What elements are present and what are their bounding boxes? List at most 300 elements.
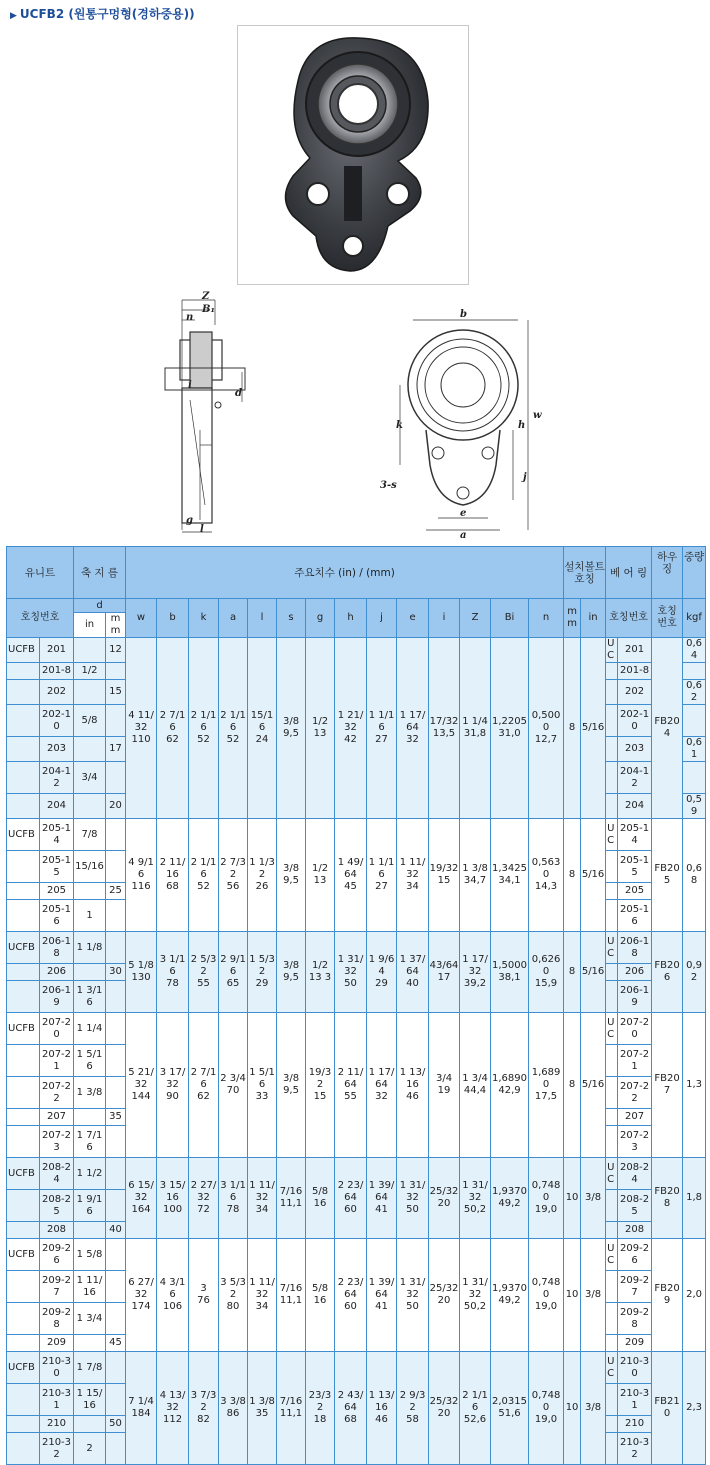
unit-number: 207-21 bbox=[40, 1045, 74, 1077]
shaft-mm bbox=[106, 932, 126, 964]
dim-k: 2 27/32 72 bbox=[189, 1158, 219, 1239]
header-bolt-in: in bbox=[581, 599, 606, 638]
dim-l: 1 3/8 35 bbox=[248, 1352, 277, 1465]
dim-l: 1 1/32 26 bbox=[248, 819, 277, 932]
bearing-prefix bbox=[606, 964, 618, 981]
dim-k: 2 5/32 55 bbox=[189, 932, 219, 1013]
product-photo bbox=[237, 25, 469, 285]
dim-s: 3/8 9,5 bbox=[277, 819, 306, 932]
unit-prefix bbox=[7, 1303, 40, 1335]
unit-number: 205-15 bbox=[40, 851, 74, 883]
unit-number: 205-14 bbox=[40, 819, 74, 851]
dim-j: 1 13/16 46 bbox=[367, 1352, 397, 1465]
bearing-number: 207-21 bbox=[618, 1045, 652, 1077]
spec-table bbox=[6, 546, 706, 1465]
dim-j: 1 9/64 29 bbox=[367, 932, 397, 1013]
front-label-b: b bbox=[460, 309, 467, 320]
dim-j: 1 17/64 32 bbox=[367, 1013, 397, 1158]
bearing-photo-image bbox=[238, 26, 468, 284]
bearing-number: 209 bbox=[618, 1335, 652, 1352]
dim-bi: 1,6890 42,9 bbox=[491, 1013, 529, 1158]
table-row bbox=[7, 1352, 706, 1384]
dim-l: 1 5/32 29 bbox=[248, 932, 277, 1013]
bearing-number: 204-12 bbox=[618, 762, 652, 794]
dim-bi: 1,2205 31,0 bbox=[491, 638, 529, 819]
unit-prefix bbox=[7, 737, 40, 762]
dim-l: 15/16 24 bbox=[248, 638, 277, 819]
dim-e: 1 31/32 50 bbox=[397, 1158, 429, 1239]
shaft-mm bbox=[106, 705, 126, 737]
side-label-n: n bbox=[186, 312, 194, 323]
side-label-z: Z bbox=[202, 291, 210, 302]
bearing-number: 208-24 bbox=[618, 1158, 652, 1190]
bearing-prefix bbox=[606, 1303, 618, 1335]
dim-b: 3 17/32 90 bbox=[157, 1013, 189, 1158]
unit-number: 208-25 bbox=[40, 1190, 74, 1222]
dim-i: 25/32 20 bbox=[429, 1239, 460, 1352]
triangle-bullet-icon: ▶ bbox=[10, 11, 17, 21]
housing-number: FB206 bbox=[652, 932, 683, 1013]
dim-a: 2 7/32 56 bbox=[219, 819, 248, 932]
bearing-prefix bbox=[606, 1109, 618, 1126]
header-weight: 중량 bbox=[683, 547, 706, 599]
header-l: l bbox=[248, 599, 277, 638]
front-label-s: 3-s bbox=[380, 480, 397, 491]
dim-j: 1 39/64 41 bbox=[367, 1239, 397, 1352]
dim-g: 5/8 16 bbox=[306, 1239, 335, 1352]
shaft-in bbox=[74, 964, 106, 981]
header-h: h bbox=[335, 599, 367, 638]
dim-h: 1 49/64 45 bbox=[335, 819, 367, 932]
unit-number: 210-31 bbox=[40, 1384, 74, 1416]
dim-bolt-in: 5/16 bbox=[581, 819, 606, 932]
header-bolt-mm: mm bbox=[564, 599, 581, 638]
dim-w: 5 1/8 130 bbox=[126, 932, 157, 1013]
bearing-number: 207-20 bbox=[618, 1013, 652, 1045]
shaft-mm bbox=[106, 1433, 126, 1465]
header-housing: 하우징 bbox=[652, 547, 683, 599]
shaft-mm: 17 bbox=[106, 737, 126, 762]
shaft-mm bbox=[106, 1271, 126, 1303]
bearing-prefix: UC bbox=[606, 1013, 618, 1045]
bearing-prefix bbox=[606, 1045, 618, 1077]
bearing-number: 210-31 bbox=[618, 1384, 652, 1416]
weight-value: 0,61 bbox=[683, 737, 706, 762]
unit-prefix: UCFB bbox=[7, 819, 40, 851]
shaft-mm bbox=[106, 1126, 126, 1158]
shaft-in bbox=[74, 1416, 106, 1433]
bearing-prefix bbox=[606, 1271, 618, 1303]
dim-g: 19/32 15 bbox=[306, 1013, 335, 1158]
dim-z: 1 31/32 50,2 bbox=[460, 1239, 491, 1352]
bearing-prefix bbox=[606, 900, 618, 932]
dim-s: 3/8 9,5 bbox=[277, 1013, 306, 1158]
bearing-number: 208-25 bbox=[618, 1190, 652, 1222]
dim-g: 1/2 13 bbox=[306, 638, 335, 819]
shaft-mm bbox=[106, 819, 126, 851]
dim-w: 6 27/32 174 bbox=[126, 1239, 157, 1352]
shaft-in bbox=[74, 1222, 106, 1239]
header-shaft: 축 지 름 bbox=[74, 547, 126, 599]
shaft-mm: 35 bbox=[106, 1109, 126, 1126]
bearing-number: 210-32 bbox=[618, 1433, 652, 1465]
shaft-in bbox=[74, 1109, 106, 1126]
bearing-number: 206-19 bbox=[618, 981, 652, 1013]
unit-prefix bbox=[7, 851, 40, 883]
unit-number: 202-10 bbox=[40, 705, 74, 737]
bearing-number: 205 bbox=[618, 883, 652, 900]
dim-s: 7/16 11,1 bbox=[277, 1239, 306, 1352]
dim-g: 5/8 16 bbox=[306, 1158, 335, 1239]
bearing-prefix bbox=[606, 680, 618, 705]
front-label-e: e bbox=[460, 508, 467, 519]
dim-bi: 1,9370 49,2 bbox=[491, 1158, 529, 1239]
dim-n: 0,6260 15,9 bbox=[529, 932, 564, 1013]
header-unit-no: 호칭번호 bbox=[7, 599, 74, 638]
bearing-prefix bbox=[606, 1416, 618, 1433]
shaft-in: 1 1/4 bbox=[74, 1013, 106, 1045]
dim-h: 1 31/32 50 bbox=[335, 932, 367, 1013]
dim-bi: 1,5000 38,1 bbox=[491, 932, 529, 1013]
bearing-prefix bbox=[606, 1222, 618, 1239]
unit-prefix bbox=[7, 663, 40, 680]
bearing-prefix bbox=[606, 1433, 618, 1465]
dim-bolt-mm: 8 bbox=[564, 1013, 581, 1158]
shaft-mm bbox=[106, 762, 126, 794]
dim-bolt-mm: 8 bbox=[564, 932, 581, 1013]
header-bi: Bi bbox=[491, 599, 529, 638]
header-mm: mm bbox=[106, 613, 126, 638]
front-label-k: k bbox=[396, 420, 403, 431]
table-row bbox=[7, 1013, 706, 1045]
bearing-number: 205-16 bbox=[618, 900, 652, 932]
header-e: e bbox=[397, 599, 429, 638]
unit-prefix bbox=[7, 1077, 40, 1109]
dim-n: 0,7480 19,0 bbox=[529, 1352, 564, 1465]
dim-h: 1 21/32 42 bbox=[335, 638, 367, 819]
unit-number: 202 bbox=[40, 680, 74, 705]
header-k: k bbox=[189, 599, 219, 638]
shaft-in bbox=[74, 883, 106, 900]
weight-value: 0,68 bbox=[683, 819, 706, 932]
bearing-prefix: UC bbox=[606, 1352, 618, 1384]
table-row bbox=[7, 1239, 706, 1271]
table-row bbox=[7, 638, 706, 663]
unit-number: 207-23 bbox=[40, 1126, 74, 1158]
shaft-mm bbox=[106, 1239, 126, 1271]
dim-i: 3/4 19 bbox=[429, 1013, 460, 1158]
bearing-prefix bbox=[606, 851, 618, 883]
dim-s: 7/16 11,1 bbox=[277, 1158, 306, 1239]
unit-number: 206-18 bbox=[40, 932, 74, 964]
unit-prefix bbox=[7, 981, 40, 1013]
shaft-mm bbox=[106, 1045, 126, 1077]
bearing-prefix: UC bbox=[606, 638, 618, 663]
header-bolt: 설치볼트 호칭 bbox=[564, 547, 606, 599]
bearing-prefix: UC bbox=[606, 819, 618, 851]
unit-prefix bbox=[7, 1416, 40, 1433]
table-row bbox=[7, 932, 706, 964]
bearing-prefix bbox=[606, 1077, 618, 1109]
header-unit: 유니트 bbox=[7, 547, 74, 599]
unit-prefix bbox=[7, 1045, 40, 1077]
unit-number: 210-32 bbox=[40, 1433, 74, 1465]
shaft-in bbox=[74, 1335, 106, 1352]
dim-bolt-in: 5/16 bbox=[581, 638, 606, 819]
unit-number: 204-12 bbox=[40, 762, 74, 794]
page-title: ▶ UCFB2 (원통구멍형(경하중용)) bbox=[10, 7, 195, 21]
unit-number: 209 bbox=[40, 1335, 74, 1352]
dim-s: 7/16 11,1 bbox=[277, 1352, 306, 1465]
shaft-mm: 12 bbox=[106, 638, 126, 663]
shaft-in: 2 bbox=[74, 1433, 106, 1465]
dim-g: 1/2 13 3 bbox=[306, 932, 335, 1013]
unit-prefix bbox=[7, 680, 40, 705]
weight-value: 1,3 bbox=[683, 1013, 706, 1158]
dim-i: 17/32 13,5 bbox=[429, 638, 460, 819]
bearing-number: 210 bbox=[618, 1416, 652, 1433]
unit-prefix bbox=[7, 1433, 40, 1465]
unit-number: 210 bbox=[40, 1416, 74, 1433]
housing-number: FB209 bbox=[652, 1239, 683, 1352]
bearing-number: 207-23 bbox=[618, 1126, 652, 1158]
dim-e: 1 17/64 32 bbox=[397, 638, 429, 819]
housing-number: FB205 bbox=[652, 819, 683, 932]
unit-prefix: UCFB bbox=[7, 1013, 40, 1045]
unit-prefix bbox=[7, 1335, 40, 1352]
dim-a: 2 3/4 70 bbox=[219, 1013, 248, 1158]
dim-h: 2 43/64 68 bbox=[335, 1352, 367, 1465]
header-j: j bbox=[367, 599, 397, 638]
shaft-mm bbox=[106, 1158, 126, 1190]
dim-i: 43/64 17 bbox=[429, 932, 460, 1013]
shaft-mm bbox=[106, 1384, 126, 1416]
dim-n: 0,5630 14,3 bbox=[529, 819, 564, 932]
unit-prefix bbox=[7, 1190, 40, 1222]
bearing-number: 205-15 bbox=[618, 851, 652, 883]
bearing-prefix bbox=[606, 1384, 618, 1416]
dim-k: 3 7/32 82 bbox=[189, 1352, 219, 1465]
shaft-in: 3/4 bbox=[74, 762, 106, 794]
dim-w: 4 11/32 110 bbox=[126, 638, 157, 819]
dim-z: 1 3/8 34,7 bbox=[460, 819, 491, 932]
dim-w: 5 21/32 144 bbox=[126, 1013, 157, 1158]
dim-k: 2 7/16 62 bbox=[189, 1013, 219, 1158]
dim-b: 3 1/16 78 bbox=[157, 932, 189, 1013]
weight-value: 2,0 bbox=[683, 1239, 706, 1352]
unit-number: 209-28 bbox=[40, 1303, 74, 1335]
shaft-mm: 50 bbox=[106, 1416, 126, 1433]
shaft-in: 1 7/16 bbox=[74, 1126, 106, 1158]
bearing-number: 202 bbox=[618, 680, 652, 705]
shaft-mm: 20 bbox=[106, 794, 126, 819]
dim-b: 4 3/16 106 bbox=[157, 1239, 189, 1352]
unit-prefix bbox=[7, 900, 40, 932]
weight-value: 0,64 bbox=[683, 638, 706, 663]
unit-number: 205 bbox=[40, 883, 74, 900]
dim-b: 2 7/16 62 bbox=[157, 638, 189, 819]
header-bearing-no: 호칭번호 bbox=[606, 599, 652, 638]
dim-bolt-in: 5/16 bbox=[581, 1013, 606, 1158]
dim-b: 2 11/16 68 bbox=[157, 819, 189, 932]
dim-z: 1 1/4 31,8 bbox=[460, 638, 491, 819]
dim-a: 3 5/32 80 bbox=[219, 1239, 248, 1352]
weight-value: 0,92 bbox=[683, 932, 706, 1013]
shaft-mm: 25 bbox=[106, 883, 126, 900]
unit-prefix bbox=[7, 883, 40, 900]
header-w: w bbox=[126, 599, 157, 638]
unit-number: 201-8 bbox=[40, 663, 74, 680]
bearing-prefix bbox=[606, 762, 618, 794]
dim-e: 1 11/32 34 bbox=[397, 819, 429, 932]
bearing-prefix bbox=[606, 705, 618, 737]
dim-g: 1/2 13 bbox=[306, 819, 335, 932]
unit-number: 207 bbox=[40, 1109, 74, 1126]
dim-e: 1 13/16 46 bbox=[397, 1013, 429, 1158]
header-b: b bbox=[157, 599, 189, 638]
dim-bi: 1,9370 49,2 bbox=[491, 1239, 529, 1352]
dim-n: 0,7480 19,0 bbox=[529, 1239, 564, 1352]
shaft-in: 1 11/16 bbox=[74, 1271, 106, 1303]
dim-bolt-in: 5/16 bbox=[581, 932, 606, 1013]
bearing-number: 210-30 bbox=[618, 1352, 652, 1384]
bearing-number: 205-14 bbox=[618, 819, 652, 851]
bearing-number: 206 bbox=[618, 964, 652, 981]
bearing-number: 209-26 bbox=[618, 1239, 652, 1271]
dim-i: 25/32 20 bbox=[429, 1352, 460, 1465]
bearing-prefix: UC bbox=[606, 932, 618, 964]
bearing-prefix bbox=[606, 737, 618, 762]
weight-value bbox=[683, 663, 706, 680]
dim-k: 2 1/16 52 bbox=[189, 819, 219, 932]
front-label-h: h bbox=[518, 420, 526, 431]
dim-e: 1 31/32 50 bbox=[397, 1239, 429, 1352]
dim-n: 0,7480 19,0 bbox=[529, 1158, 564, 1239]
shaft-mm: 30 bbox=[106, 964, 126, 981]
dim-s: 3/8 9,5 bbox=[277, 638, 306, 819]
shaft-in bbox=[74, 638, 106, 663]
dim-bolt-mm: 10 bbox=[564, 1158, 581, 1239]
front-label-w: w bbox=[533, 410, 542, 421]
dim-z: 1 17/32 39,2 bbox=[460, 932, 491, 1013]
dim-b: 4 13/32 112 bbox=[157, 1352, 189, 1465]
dim-bolt-in: 3/8 bbox=[581, 1158, 606, 1239]
shaft-in: 1 3/4 bbox=[74, 1303, 106, 1335]
bearing-prefix bbox=[606, 663, 618, 680]
shaft-in: 1 5/8 bbox=[74, 1239, 106, 1271]
dim-z: 1 31/32 50,2 bbox=[460, 1158, 491, 1239]
unit-number: 206-19 bbox=[40, 981, 74, 1013]
dim-w: 7 1/4 184 bbox=[126, 1352, 157, 1465]
table-row bbox=[7, 1158, 706, 1190]
header-kgf: kgf bbox=[683, 599, 706, 638]
dim-bi: 1,3425 34,1 bbox=[491, 819, 529, 932]
bearing-number: 206-18 bbox=[618, 932, 652, 964]
shaft-mm bbox=[106, 1352, 126, 1384]
header-housing-no: 호칭 번호 bbox=[652, 599, 683, 638]
shaft-mm bbox=[106, 900, 126, 932]
unit-prefix bbox=[7, 1384, 40, 1416]
housing-number: FB207 bbox=[652, 1013, 683, 1158]
unit-number: 203 bbox=[40, 737, 74, 762]
unit-prefix bbox=[7, 1271, 40, 1303]
unit-prefix bbox=[7, 1222, 40, 1239]
side-view-drawing bbox=[160, 290, 280, 540]
shaft-mm: 45 bbox=[106, 1335, 126, 1352]
header-in: in bbox=[74, 613, 106, 638]
bearing-prefix bbox=[606, 794, 618, 819]
bearing-number: 209-27 bbox=[618, 1271, 652, 1303]
dim-h: 2 23/64 60 bbox=[335, 1239, 367, 1352]
dim-e: 2 9/32 58 bbox=[397, 1352, 429, 1465]
bearing-prefix bbox=[606, 981, 618, 1013]
unit-number: 208 bbox=[40, 1222, 74, 1239]
bearing-number: 201-8 bbox=[618, 663, 652, 680]
unit-prefix bbox=[7, 762, 40, 794]
dim-n: 1,6890 17,5 bbox=[529, 1013, 564, 1158]
shaft-in: 1 1/2 bbox=[74, 1158, 106, 1190]
header-g: g bbox=[306, 599, 335, 638]
shaft-in: 1 3/8 bbox=[74, 1077, 106, 1109]
shaft-mm bbox=[106, 1013, 126, 1045]
unit-prefix bbox=[7, 964, 40, 981]
side-label-d: d bbox=[235, 388, 242, 399]
dim-k: 2 1/16 52 bbox=[189, 638, 219, 819]
dim-bolt-mm: 8 bbox=[564, 819, 581, 932]
shaft-in: 1 3/16 bbox=[74, 981, 106, 1013]
shaft-in: 1 5/16 bbox=[74, 1045, 106, 1077]
bearing-prefix bbox=[606, 1335, 618, 1352]
dim-z: 1 3/4 44,4 bbox=[460, 1013, 491, 1158]
header-a: a bbox=[219, 599, 248, 638]
dim-l: 1 11/32 34 bbox=[248, 1239, 277, 1352]
unit-number: 205-16 bbox=[40, 900, 74, 932]
shaft-in: 5/8 bbox=[74, 705, 106, 737]
dim-b: 3 15/16 100 bbox=[157, 1158, 189, 1239]
bearing-number: 204 bbox=[618, 794, 652, 819]
dim-j: 1 39/64 41 bbox=[367, 1158, 397, 1239]
unit-prefix bbox=[7, 1126, 40, 1158]
bearing-number: 208 bbox=[618, 1222, 652, 1239]
header-s: s bbox=[277, 599, 306, 638]
side-label-b1: B₁ bbox=[202, 304, 215, 315]
unit-number: 206 bbox=[40, 964, 74, 981]
bearing-prefix: UC bbox=[606, 1158, 618, 1190]
header-z: Z bbox=[460, 599, 491, 638]
side-label-g: g bbox=[186, 515, 193, 526]
bearing-number: 201 bbox=[618, 638, 652, 663]
shaft-mm bbox=[106, 981, 126, 1013]
housing-number: FB208 bbox=[652, 1158, 683, 1239]
shaft-in bbox=[74, 794, 106, 819]
unit-prefix bbox=[7, 794, 40, 819]
dim-k: 3 76 bbox=[189, 1239, 219, 1352]
shaft-mm: 40 bbox=[106, 1222, 126, 1239]
shaft-mm: 15 bbox=[106, 680, 126, 705]
header-n: n bbox=[529, 599, 564, 638]
shaft-in: 1 7/8 bbox=[74, 1352, 106, 1384]
dim-h: 2 11/64 55 bbox=[335, 1013, 367, 1158]
bearing-number: 207-22 bbox=[618, 1077, 652, 1109]
shaft-mm bbox=[106, 663, 126, 680]
dim-bolt-in: 3/8 bbox=[581, 1352, 606, 1465]
side-label-l: l bbox=[200, 524, 204, 535]
shaft-mm bbox=[106, 1077, 126, 1109]
side-label-i: i bbox=[188, 380, 192, 391]
front-view-drawing bbox=[378, 290, 553, 540]
dim-w: 6 15/32 164 bbox=[126, 1158, 157, 1239]
shaft-in: 1 1/8 bbox=[74, 932, 106, 964]
